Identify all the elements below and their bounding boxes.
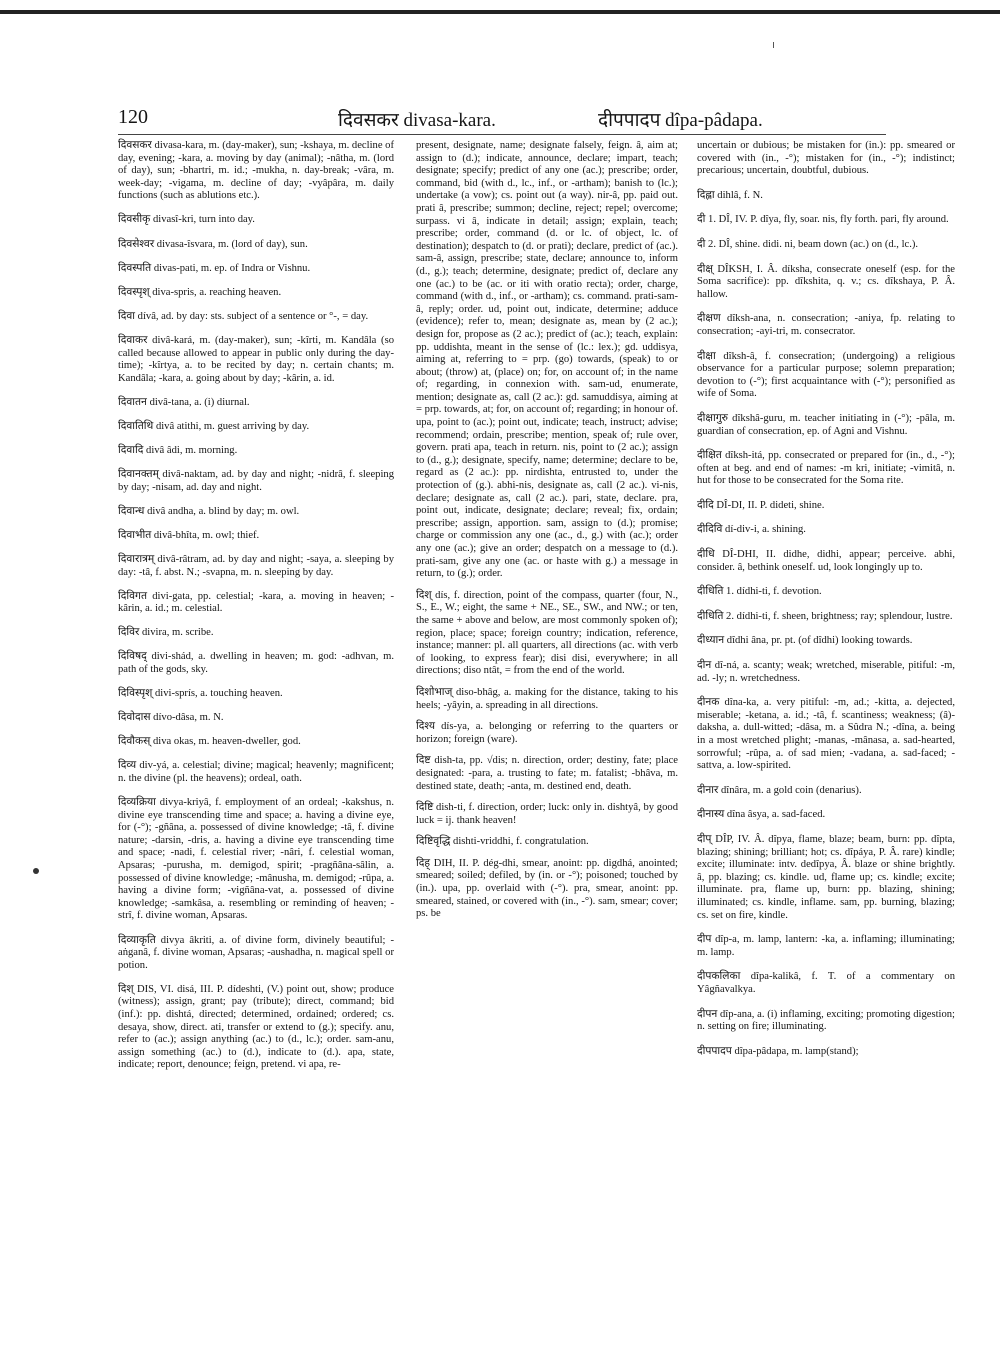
dictionary-entry bbox=[697, 412, 958, 438]
dictionary-entry bbox=[416, 802, 681, 827]
entry-text: दिश् dís, f. direction, point of the compass, quarter (four, N., S., E., W.; eight, the same + NE., SE., SW., and NW.; or ten, the same + above and below, are most commonly spoken of); region, place; space; foreign country; indication, reference, instance; manner: pl. all quarters, all directions (ac. with verb of looking, to express fear); disi disi, everywhere; in all directions; diso ntât, = from the end of the world. bbox=[416, 589, 681, 677]
entry-text: दिवौकस् diva okas, m. heaven-dweller, god. bbox=[118, 736, 301, 748]
entry-text: दिव्यक्रिया divya-kriyâ, f. employment of an ordeal; -kakshus, n. divine eye transcending time and space; a. having a divine eye, for (-°); -gñâna, a. possessed of divine knowledge; -tâ, f. divine nature; -darsin, -dris, a. having a divine eye transcending time and space; -nadi, f. celestial river; -nâri, f. celestial woman, Apsaras; -purusha, m. demigod, spirit; -pragñâna-sâlin, a. possessed of divine knowledge; -mânusha, m. demigod; -rûpa, a. having a divine form; -vigñâna-vat, a. possessed of divine knowledge; -samkâsa, a. resembling or reminding of heaven; -strî, f. divine woman, Apsaras. bbox=[118, 797, 397, 922]
dictionary-entry bbox=[118, 421, 394, 434]
dictionary-entry bbox=[697, 450, 958, 488]
margin-dot bbox=[33, 868, 39, 874]
dictionary-entry bbox=[118, 445, 394, 458]
dictionary-entry bbox=[697, 239, 955, 252]
dictionary-entry bbox=[697, 263, 958, 302]
dictionary-entry bbox=[697, 660, 958, 685]
dictionary-entry bbox=[118, 736, 394, 749]
dictionary-entry bbox=[697, 549, 958, 574]
dictionary-entry bbox=[416, 686, 681, 712]
entry-text: दिविगत divi-gata, pp. celestial; -kara, a. moving in heaven; -kârin, a. id.; m. celestial. bbox=[118, 590, 394, 615]
entry-text: दिवान्ध divâ andha, a. blind by day; m. owl. bbox=[118, 505, 300, 517]
dictionary-entry bbox=[416, 755, 681, 793]
dictionary-entry bbox=[118, 469, 397, 494]
entry-text: दिशोभाज् diso-bhâg, a. making for the distance, taking to his heels; -yâyin, a. spreading in all directions. bbox=[416, 686, 681, 711]
entry-text: uncertain or dubious; be mistaken for (in.): pp. smeared or covered with (in., -°); mistaken for (in., -°); indistinct; precarious; uncertain, doubtful, dubious. bbox=[697, 140, 958, 177]
entry-text: दिविस्पृश् divi-sprís, a. touching heaven. bbox=[118, 688, 283, 700]
dictionary-entry bbox=[416, 721, 681, 746]
entry-text: दीदिवि dí-div-i, a. shining. bbox=[697, 524, 806, 536]
page-header bbox=[118, 106, 878, 136]
dictionary-entry bbox=[118, 311, 394, 324]
entry-text: दीधिति 1. dídhi-ti, f. devotion. bbox=[697, 586, 822, 598]
dictionary-entry bbox=[697, 611, 955, 624]
dictionary-entry bbox=[118, 530, 394, 543]
dictionary-entry bbox=[697, 833, 958, 922]
scan-mark bbox=[773, 42, 774, 48]
entry-text: दीक्षा dîksh-â, f. consecration; (undergoing) a religious observance for a particular purpose; solemn preparation; devotion to (-°); first acquaintance with (-°); personified as wife of Soma. bbox=[697, 350, 958, 400]
dictionary-entry bbox=[118, 627, 394, 640]
entry-text: दिवाकर divâ-kará, m. (day-maker), sun; -kîrti, m. Kandâla (so called because allowed to appear in public only during the day-time); -kîrtya, a. to be recited by day; n. certain chants; m. Kandâla; -kara, a. going about by day; -kârin, a. id. bbox=[118, 334, 397, 384]
dictionary-entry bbox=[118, 263, 394, 276]
dictionary-entry bbox=[697, 971, 958, 996]
entry-text: दिवोदास dívo-dâsa, m. N. bbox=[118, 712, 224, 724]
entry-text: दीध्यान dîdhi âna, pr. pt. (of dîdhi) looking towards. bbox=[697, 635, 913, 647]
dictionary-entry bbox=[118, 983, 397, 1072]
entry-text: दीक्षण dîksh-ana, n. consecration; -aniya, fp. relating to consecration; -ayi-tri, m. consecrator. bbox=[697, 313, 958, 337]
dictionary-entry bbox=[118, 239, 394, 252]
column-2 bbox=[416, 140, 681, 1320]
dictionary-entry bbox=[697, 214, 955, 227]
dictionary-entry bbox=[118, 553, 397, 579]
entry-text: दीक्षित dîksh-itá, pp. consecrated or prepared for (in., d., -°); often at beg. and end of names: -m kri, initiate; -vimitâ, n. hut for those to be consecrated for the Soma rite. bbox=[697, 450, 958, 487]
entry-text: दिविषद् divi-shád, a. dwelling in heaven; m. god: -adhvan, m. path of the gods, sky. bbox=[118, 651, 397, 676]
column-1 bbox=[118, 140, 397, 1320]
entry-text: दिवानक्तम् divâ-naktam, ad. by day and night; -nidrâ, f. sleeping by day; -nisam, ad. day and night. bbox=[118, 469, 397, 493]
column-3 bbox=[697, 140, 958, 1320]
entry-text: दीन dî-ná, a. scanty; weak; wretched, miserable, pitiful: -m, ad. -ly; n. wretchedness. bbox=[697, 660, 958, 684]
entry-text: दिश् DIS, VI. disá, III. P. dídeshti, (V.) point out, show; produce (witness); assign, grant; pay (tribute); direct, command; bid (inf.): pp. dishtá, directed; determined, ordained; ordered; cs. desaya, show, direct. ati, transfer or extend to (g.); specify. anu, refer to (ac.); assign anything (ac.) to (d., lc.); order. sam-anu, assign something (ac.) to (d.), indicate to (d.). apa, state, indicate; report, denounce; feign, pretend. vi apa, re- bbox=[118, 983, 397, 1071]
entry-text: दिवस्पृश् diva-spris, a. reaching heaven. bbox=[118, 286, 282, 298]
entry-text: दिवातिथि divâ atithi, m. guest arriving by day. bbox=[118, 420, 310, 432]
dictionary-entry bbox=[697, 313, 958, 338]
entry-text: दी 1. DÎ, IV. P. dîya, fly, soar. nis, fly forth. pari, fly around. bbox=[697, 214, 949, 226]
dictionary-entry bbox=[697, 524, 955, 537]
dictionary-entry bbox=[416, 140, 681, 581]
entry-text: दीपपादप dîpa-pâdapa, m. lamp(stand); bbox=[697, 1045, 859, 1057]
entry-text: दीनक dîna-ka, a. very pitiful: -m, ad.; -kitta, a. dejected, miserable; -ketana, a. id.; -tâ, f. scantiness; weakness; (â)-daksha, a. dull-witted; -dâsa, m. a Sûdra N.; -dîna, a. being in a most wretched plight; -manas, -mânasa, a. sad-hearted, sorrowful; -rûpa, a. of sad mien; -vadana, a. sad-faced; -sattva, a. low-spirited. bbox=[697, 697, 958, 772]
dictionary-entry bbox=[118, 760, 397, 785]
entry-text: दिवसेश्वर divasa-îsvara, m. (lord of day), sun. bbox=[118, 238, 308, 250]
dictionary-entry bbox=[697, 1046, 955, 1059]
dictionary-entry bbox=[697, 140, 958, 178]
entry-text: दिवस्पति divas-pati, m. ep. of Indra or Vishnu. bbox=[118, 262, 311, 274]
dictionary-entry bbox=[118, 334, 397, 385]
page-number: 120 bbox=[118, 106, 148, 128]
dictionary-entry bbox=[118, 506, 394, 519]
dictionary-entry bbox=[118, 688, 394, 701]
entry-text: दिष्ट dish-ta, pp. √dis; n. direction, order; destiny, fate; place designated: -para, a. trusting to fate; m. fatalist; -bhâva, m. destined state, death; -anta, m. destined end, death. bbox=[416, 755, 681, 792]
entry-text: दीदि DÎ-DI, II. P. dideti, shine. bbox=[697, 499, 825, 511]
dictionary-entry bbox=[118, 797, 397, 923]
entry-text: दीप dîp-a, m. lamp, lantern: -ka, a. inflaming; illuminating; m. lamp. bbox=[697, 934, 958, 958]
entry-text: दिव्याकृति divya âkriti, a. of divine form, divinely beautiful; -aṅganâ, f. divine woman, Apsaras; -aushadha, n. magical spell or potion. bbox=[118, 934, 397, 971]
dictionary-entry bbox=[697, 785, 955, 798]
dictionary-entry bbox=[697, 350, 958, 401]
entry-text: दीक्षागुरु dîkshâ-guru, m. teacher initiating in (-°); -pâla, m. guardian of consecration, ep. of Agni and Vishnu. bbox=[697, 412, 958, 437]
entry-text: दीपन dîp-ana, a. (i) inflaming, exciting; promoting digestion; n. setting on fire; illuminating. bbox=[697, 1008, 958, 1033]
dictionary-entry bbox=[697, 697, 958, 773]
entry-text: दिष्टि dish-ti, f. direction, order; luck: only in. dishtyâ, by good luck = ij. thank heaven! bbox=[416, 802, 681, 826]
entry-text: दिविर divira, m. scribe. bbox=[118, 627, 214, 639]
dictionary-entry bbox=[118, 214, 394, 227]
dictionary-entry bbox=[697, 934, 958, 959]
dictionary-entry bbox=[416, 589, 681, 678]
running-head-left: दिवसकर divasa-kara. bbox=[338, 110, 496, 131]
running-head-right: दीपपादप dîpa-pâdapa. bbox=[598, 110, 763, 131]
entry-text: दीप् DÎP, IV. Â. dîpya, flame, blaze; beam, burn: pp. dîpta, blazing; shining; brilliant; hot; cs. dîpáya, P. Â. rare) kindle; excite; illuminate: intv. dedîpya, Â. blaze or shine brightly. â, pp. blazing; cs. kindle. ud, flame up; cs. kindle; excite; illuminate. pra, flame up, burn: pp. blazing, shining; illuminated; cs. kindle, inflame. sam, pp. burning, blazing; cs. set on fire, kindle. bbox=[697, 833, 958, 921]
page-top-edge bbox=[0, 0, 1000, 14]
entry-text: दिश्य dís-ya, a. belonging or referring to the quarters or horizon; foreign (ware). bbox=[416, 721, 681, 745]
entry-text: दीक्ष् DÎKSH, I. Â. díksha, consecrate oneself (esp. for the Soma sacrifice): pp. dîkshita, q. v.; cs. dîkshaya, P. Â. hallow. bbox=[697, 263, 958, 300]
header-rule bbox=[118, 134, 886, 135]
dictionary-entry bbox=[118, 140, 397, 203]
entry-text: दिव्य div-yá, a. celestial; divine; magical; heavenly; magnificent; n. the divine (pl. the heavens); ordeal, oath. bbox=[118, 760, 397, 784]
dictionary-entry bbox=[416, 836, 678, 849]
dictionary-entry bbox=[118, 397, 394, 410]
dictionary-entry bbox=[118, 651, 397, 676]
entry-text: दिह्ला dihlâ, f. N. bbox=[697, 189, 763, 201]
entry-text: दी 2. DÎ, shine. didi. ni, beam down (ac.) on (d., lc.). bbox=[697, 238, 919, 250]
entry-text: दीधिति 2. dídhi-ti, f. sheen, brightness; ray; splendour, lustre. bbox=[697, 610, 953, 622]
dictionary-entry bbox=[697, 586, 955, 599]
entry-text: दिवसीकृ divasî-kri, turn into day. bbox=[118, 214, 255, 226]
dictionary-entry bbox=[697, 190, 955, 203]
dictionary-entry bbox=[697, 500, 955, 513]
dictionary-entry bbox=[697, 809, 955, 822]
dictionary-entry bbox=[697, 635, 955, 648]
dictionary-entry bbox=[118, 934, 397, 973]
dictionary-entry bbox=[118, 712, 394, 725]
entry-text: दिवादि divâ âdi, m. morning. bbox=[118, 445, 238, 456]
entry-text: दिष्टिवृद्धि dishti-vriddhi, f. congratulation. bbox=[416, 836, 589, 848]
dictionary-entry bbox=[118, 591, 394, 616]
entry-text: दीनार dînâra, m. a gold coin (denarius). bbox=[697, 784, 862, 796]
dictionary-entry bbox=[697, 1008, 958, 1034]
entry-text: present, designate, name; designate falsely, feign. â, aim at; assign to (d.); indicate, announce, declare; impart, teach; designate; specify; predict of any one (ac.); prescribe; order, command, bid (with d., lc., inf., or -artham); banish to (lc.); undertake (a vow); cs. point out (a way). nir-â, pp. paid out. prati â, prescribe; summon; decline, reject; repel; overcome; surpass. vi â, indicate in detail; assign; explain, teach; prescribe; order, command (d. or lc. of object, lc. of destination); despatch to (d. or prati); declare, predict of (ac.). sam-â, assign, prescribe; state, declare; announce to, inform (d., g.); teach; determine, designate; predict of, declare any one (ac.) to be (ac. or iti with oratio recta); order, charge, command (with d., inf., or -artham); cs. command. prati-sam-â, reply; order. ud, point out, indicate, determine; adduce (evidence); refer to, mean; designate as, mean by (2 ac.); design for, propose as (2 ac.); predict of (ac.); teach, explain: pp. uddishta, meant in the sense of (lc.: lex.); gd. uddisya, aiming at, referring to = prp. (go) towards, (speak) to or about; (throw) at, (place) on; for, on account of; in the name of; regarding, in connexion with. sam-ud, enumerate, mention; designate as, call (2 ac.): gd. samuddisya, aiming at = prp. towards, at; for, on account of; regarding; in honour of. upa, point to (ac.); point out, indicate; teach, instruct; advise; recommend; ordain, prescribe; mention, speak of; rule over, govern. prati apa, teach in return. nis, point to (2 ac.); assign to (d., g.); designate, specify, name; determine; declare to be, regard as (2 ac.): pp. nirdishta, entrusted to, under the protection of (g.). abhi-nis, designate as, call (2 ac.). vi-nis, declare; designate as, call (2 ac.). pari, state, declare. pra, point out, indicate, designate; declare; reveal; fix, ordain; prescribe; assign, apportion. sam, assign to (d.); promise; charge or commission any one (ac., d., g.) with (ac.); order any one (ac.); give an order; despatch on a message to (d.). prati-sam, give any one (ac. or haste with g.) a message in return, to (g.); order. bbox=[416, 140, 681, 580]
dictionary-entry bbox=[416, 857, 681, 921]
entry-text: दिह् DIH, II. P. dég-dhi, smear, anoint: pp. digdhá, anointed; smeared; soiled; defiled, by (in. or -°); poisoned; touched by (in.). upa, pp. overlaid with (-°). pra, smear, anoint: pp. smeared, stained, or covered with (in., -°). sam, smear; cover; ps. be bbox=[416, 857, 681, 920]
dictionary-entry bbox=[118, 287, 394, 300]
entry-text: दिवारात्रम् divâ-râtram, ad. by day and night; -saya, a. sleeping by day: -tâ, f. abst. N.; -svapna, m. n. sleeping by day. bbox=[118, 553, 397, 578]
entry-text: दिवा dívâ, ad. by day: sts. subject of a sentence or °-, = day. bbox=[118, 310, 369, 322]
entry-text: दीपकलिका dîpa-kalikâ, f. T. of a commentary on Yâgñavalkya. bbox=[697, 971, 958, 995]
entry-text: दीधि DÎ-DHI, II. didhe, didhi, appear; perceive. abhi, consider. â, bethink oneself. ud, look longingly up to. bbox=[697, 549, 958, 573]
entry-text: दीनास्य dîna âsya, a. sad-faced. bbox=[697, 809, 826, 821]
entry-text: दिवाभीत divâ-bhîta, m. owl; thief. bbox=[118, 529, 260, 541]
entry-text: दिवसकर divasa-kara, m. (day-maker), sun; -kshaya, m. decline of day, evening; -kara, a. moving by day (animal); -nâtha, m. (lord of day), sun; -bhartri, m. id.; -mukha, n. day-break; -vâra, m. week-day; -vigama, m. decline of day; -vyâpâra, m. daily functions (such as ablutions etc.). bbox=[118, 140, 397, 202]
entry-text: दिवातन divâ-tana, a. (i) diurnal. bbox=[118, 396, 250, 408]
